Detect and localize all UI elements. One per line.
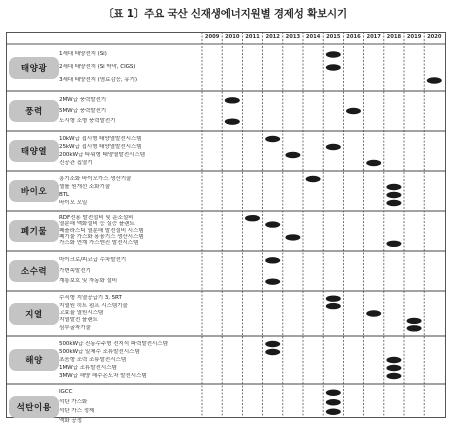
- year-header: 2014: [305, 34, 321, 40]
- tech-item: 초음형 조력 조류발전시스템: [59, 356, 126, 363]
- year-header: 2016: [346, 34, 361, 40]
- tech-item: 마이크로/피코급 수차발전기: [59, 256, 127, 263]
- tech-item: 200kW급 타워형 태양열발전시스템: [59, 151, 145, 158]
- tech-item: 액화 공정: [59, 417, 82, 424]
- milestone-marker: [265, 257, 280, 263]
- tech-item: 셀룰 원개선 소화기술: [59, 183, 111, 190]
- milestone-marker: [386, 200, 401, 206]
- year-header: 2018: [386, 34, 402, 40]
- milestone-marker: [326, 144, 341, 150]
- milestone-marker: [265, 221, 280, 227]
- category-label: 태양광: [9, 57, 59, 79]
- year-header: 2015: [326, 34, 341, 40]
- table-title: 〔표 1〕주요 국산 신재생에너지원별 경제성 확보시기: [103, 8, 347, 20]
- milestone-marker: [306, 176, 321, 182]
- year-header: 2010: [225, 34, 240, 40]
- tech-item: 지열발전 플랜트: [59, 317, 98, 324]
- tech-item: 가스화 연계 가스엔진 발전시스템: [59, 240, 139, 247]
- milestone-marker: [326, 51, 341, 57]
- tech-item: 2세대 태양전지 (Si 박막, CIGS): [59, 64, 136, 70]
- milestone-marker: [386, 192, 401, 198]
- category-label: 폐기물: [9, 220, 59, 242]
- milestone-marker: [326, 409, 341, 415]
- tech-item: IGCC: [59, 389, 73, 396]
- category-label: 지열: [9, 303, 59, 325]
- tech-item: 3MW급 해양 해수온도차 발전시스템: [59, 372, 147, 379]
- milestone-marker: [245, 215, 260, 221]
- tech-item: 수직형 지열공급기 3, 5RT: [59, 295, 122, 302]
- tech-item: 폐플라스틱 열분해 발전설비 시스템: [59, 227, 144, 234]
- milestone-marker: [386, 184, 401, 190]
- year-header: 2017: [366, 34, 381, 40]
- tech-item: 500kW급 일체수 조류발전시스템: [59, 348, 140, 355]
- milestone-marker: [225, 97, 240, 103]
- year-header: 2013: [285, 34, 301, 40]
- tech-item: 1MW급 조류발전시스템: [59, 364, 117, 371]
- milestone-marker: [366, 310, 381, 316]
- tech-item: 열분해 액화설비 등 실증 플랜트: [59, 221, 135, 228]
- year-header: 2019: [406, 34, 422, 40]
- milestone-marker: [326, 64, 341, 70]
- milestone-marker: [427, 77, 442, 83]
- tech-item: 3세대 태양전지 (염료감응, 유기): [59, 77, 137, 83]
- category-label: 풍력: [9, 100, 59, 122]
- tech-item: BTL: [59, 191, 70, 198]
- milestone-marker: [265, 278, 280, 284]
- milestone-marker: [407, 318, 422, 324]
- milestone-marker: [265, 136, 280, 142]
- milestone-marker: [366, 160, 381, 166]
- tech-item: 석탄 가스화: [59, 398, 88, 405]
- year-header: 2012: [265, 34, 280, 40]
- milestone-marker: [407, 325, 422, 331]
- milestone-marker: [326, 399, 341, 405]
- milestone-marker: [265, 341, 280, 347]
- category-label: 석탄이용: [9, 396, 59, 418]
- milestone-marker: [386, 365, 401, 371]
- category-label: 태양열: [9, 140, 59, 162]
- milestone-marker: [326, 303, 341, 309]
- tech-item: 바이오 오일: [59, 199, 88, 206]
- tech-item: 계통보호 및 자동화 설비: [59, 278, 118, 285]
- tech-item: 500kW급 진동수주형 전지석 파력발전시스템: [59, 340, 168, 347]
- tech-item: 10kW급 접시형 태양열발전시스템: [59, 135, 142, 142]
- tech-item: 심부굴착기술: [59, 324, 91, 331]
- milestone-marker: [386, 373, 401, 379]
- year-header: 2020: [427, 34, 442, 40]
- tech-item: 25kW급 접시형 태양열발전시스템: [59, 143, 142, 150]
- milestone-marker: [346, 108, 361, 114]
- milestone-marker: [386, 241, 401, 247]
- tech-item: 5MW급 풍력발전기: [59, 107, 107, 114]
- milestone-marker: [285, 152, 300, 158]
- tech-item: 석탄 가스 정제: [59, 408, 95, 415]
- category-label: 바이오: [9, 180, 59, 202]
- tech-item: RDF전용 발전설비 및 운소설비: [59, 214, 134, 221]
- tech-item: 흥기소화 바이오가스 생산기술: [59, 175, 132, 182]
- tech-item: 지열원 히트 펌프 시스템기술: [59, 302, 128, 309]
- year-header: 2009: [204, 34, 220, 40]
- tech-item: 폐기물 가스화 용융기스 생산시스템: [59, 233, 144, 240]
- tech-item: 도시형 소형 풍력발전기: [59, 118, 116, 125]
- milestone-marker: [265, 349, 280, 355]
- year-header: 2011: [245, 34, 260, 40]
- milestone-marker: [326, 390, 341, 396]
- milestone-marker: [285, 234, 300, 240]
- category-label: 소수력: [9, 260, 59, 282]
- tech-item: 진공관 집열기: [59, 159, 93, 166]
- milestone-marker: [326, 296, 341, 302]
- tech-item: 가변속발전기: [59, 267, 91, 274]
- schedule-table: [6, 32, 446, 424]
- tech-item: 2MW급 풍력발전기: [59, 96, 107, 103]
- category-label: 해양: [9, 349, 59, 371]
- tech-item: 1세대 태양전지 (Si): [59, 51, 107, 57]
- tech-item: 고효율 열원시스템: [59, 310, 104, 316]
- milestone-marker: [225, 118, 240, 124]
- milestone-marker: [386, 357, 401, 363]
